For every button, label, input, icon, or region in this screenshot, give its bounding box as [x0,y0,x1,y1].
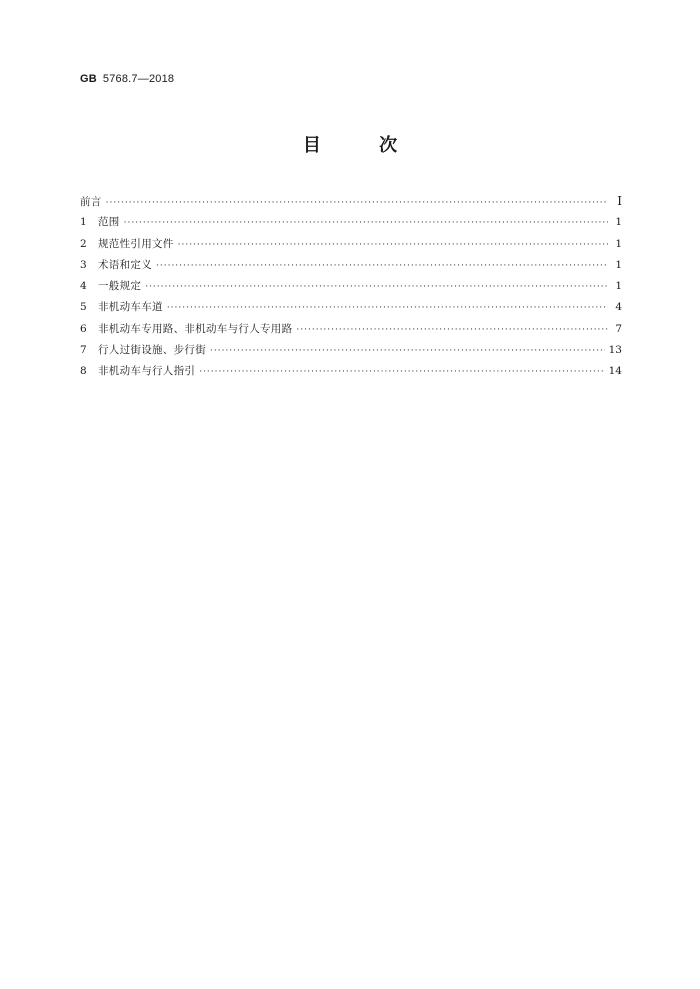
table-of-contents [80,191,622,383]
toc-entry-label: 前言 [80,196,102,208]
toc-entry-normative-references[interactable] [80,234,622,255]
toc-entry-page: Ⅰ [617,194,622,208]
toc-entry-label: 一般规定 [98,280,142,293]
toc-entry-foreword[interactable] [80,191,622,212]
toc-entry-page: 1 [615,216,622,229]
toc-entry-page: 14 [608,365,622,378]
toc-entry-page: 1 [615,237,622,250]
toc-entry-label: 非机动车与行人指引 [98,365,196,378]
toc-entry-number: 6 [80,322,87,335]
toc-entry-number: 3 [80,258,87,271]
toc-entry-page: 13 [608,344,622,357]
toc-entry-nonmotor-lane[interactable] [80,297,622,318]
toc-entry-label: 非机动车车道 [98,301,163,314]
dot-leader [145,277,608,298]
standard-header [80,73,174,85]
toc-entry-label: 范围 [98,216,120,229]
toc-entry-page: 1 [615,280,622,293]
standard-number: 5768.7—2018 [102,73,175,85]
toc-entry-number: 2 [80,237,87,250]
toc-entry-number: 7 [80,344,87,357]
dot-leader [296,320,608,341]
toc-entry-label: 规范性引用文件 [98,237,174,250]
dot-leader [156,256,608,277]
toc-entry-page: 7 [615,322,622,335]
dot-leader [199,362,604,383]
toc-entry-guidance[interactable] [80,361,622,382]
dot-leader [210,341,605,362]
toc-entry-label: 非机动车专用路、非机动车与行人专用路 [98,322,293,335]
toc-entry-number: 1 [80,216,87,229]
toc-entry-number: 4 [80,280,87,293]
standard-prefix: GB [80,73,97,85]
dot-leader [106,193,608,214]
toc-entry-label: 行人过街设施、步行街 [98,344,206,357]
toc-entry-page: 1 [615,258,622,271]
page-title: 目 次 [302,135,424,156]
toc-entry-number: 5 [80,301,87,314]
toc-entry-dedicated-roads[interactable] [80,319,622,340]
dot-leader [124,213,608,234]
toc-entry-terms-definitions[interactable] [80,255,622,276]
dot-leader [178,235,608,256]
toc-entry-pedestrian-crossing[interactable] [80,340,622,361]
dot-leader [167,298,608,319]
toc-entry-page: 4 [615,301,622,314]
toc-entry-scope[interactable] [80,212,622,233]
toc-entry-general-provisions[interactable] [80,276,622,297]
toc-entry-label: 术语和定义 [98,258,152,271]
toc-entry-number: 8 [80,365,87,378]
